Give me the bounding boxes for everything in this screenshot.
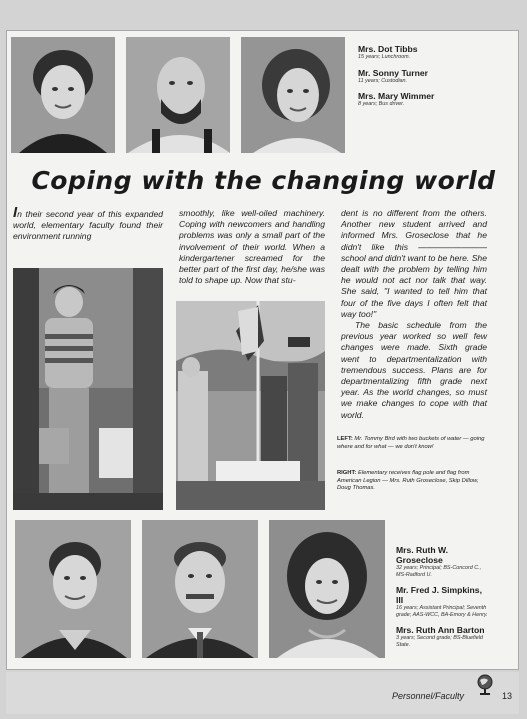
top-staff-list [358,44,493,115]
staff-name: Mrs. Ruth Ann Barton [396,625,485,635]
article-column-1 [13,204,163,243]
staff-detail: 8 years; Bus driver. [358,101,405,107]
portrait-ruth-ann-barton [269,520,385,658]
portrait-woman-icon [241,37,345,153]
globe-icon [476,674,494,696]
portrait-sonny-turner [126,37,230,153]
portrait-woman-icon [11,37,115,153]
portrait-man-icon [142,520,258,658]
candid-photo-icon [176,301,325,510]
drop-cap: I [13,204,18,221]
staff-detail: 3 years; Second grade; BS-Bluefield State. [396,635,483,648]
portrait-ruth-groseclose [15,520,131,658]
staff-detail: 15 years; Lunchroom. [358,54,411,60]
headline: Coping with the changing world [31,166,496,195]
staff-detail: 11 years; Custodian. [358,77,408,84]
caption-text: Mr. Tommy Bird with two buckets of water — going where and for what — we don't know! [337,436,485,450]
staff-detail: 16 years; Assistant Principal; Seventh grade; AAS-WCC, BA-Emory & Henry. [396,605,488,618]
staff-name: Mrs. Dot Tibbs [358,44,418,54]
caption-left-photo [337,436,488,451]
staff-name: Mr. Fred J. Simpkins, III [396,585,482,605]
staff-detail: 32 years; Principal; BS-Concord C., MS-Radford U. [396,565,482,578]
article-text: The basic schedule from the previous year worked so well few changes were made. Sixth grade went to departmentalization with tremendous success. Plans are for departmentalizing fifth grade next year. As the world changes, so must we make changes to cope with that world. [341,320,487,420]
article-text: smoothly, like well-oiled machinery. Coping with newcomers and handling problems was only a small part of the involvement of their world. When a kindergartener screamed for the better part of the first day, he/she was told to shape up. Now that stu- [179,208,325,286]
portrait-fred-simpkins [142,520,258,658]
portrait-mary-wimmer [241,37,345,153]
caption-label: LEFT: [337,436,353,442]
candid-photo-icon [13,268,163,510]
portrait-man-icon [126,37,230,153]
page-number: 13 [502,691,513,701]
footer-section-title: Personnel/Faculty [392,691,465,701]
portrait-woman-icon [269,520,385,658]
staff-name: Mr. Sonny Turner [358,67,429,78]
caption-label: RIGHT: [337,470,357,476]
article-column-3 [341,208,487,421]
bottom-staff-list [396,545,491,655]
caption-text: Elementary receives flag pole and flag from American Legion — Mrs. Ruth Groseclose, Skip Dillow, Doug Thomas. [337,470,479,492]
article-text: n their second year of this expanded world, elementary faculty found their environment running [13,209,163,242]
article-text: dent is no different from the others. Another new student arrived and informed Mrs. Groseclose that he didn't like this ————————school and didn't want to be here. She dealt with the problem by telling him he would not act nor talk that way. She said, ''I wanted to tell him that four of the five days I often felt that way too!'' [341,208,487,319]
staff-name: Mrs. Mary Wimmer [358,91,435,101]
portrait-dot-tibbs [11,37,115,153]
photo-buckets-of-water [13,268,163,510]
portrait-woman-icon [15,520,131,658]
photo-flag-pole [176,301,325,510]
article-column-2 [179,208,325,286]
caption-right-photo [337,470,488,493]
staff-name: Mrs. Ruth W. Groseclose [396,545,449,565]
